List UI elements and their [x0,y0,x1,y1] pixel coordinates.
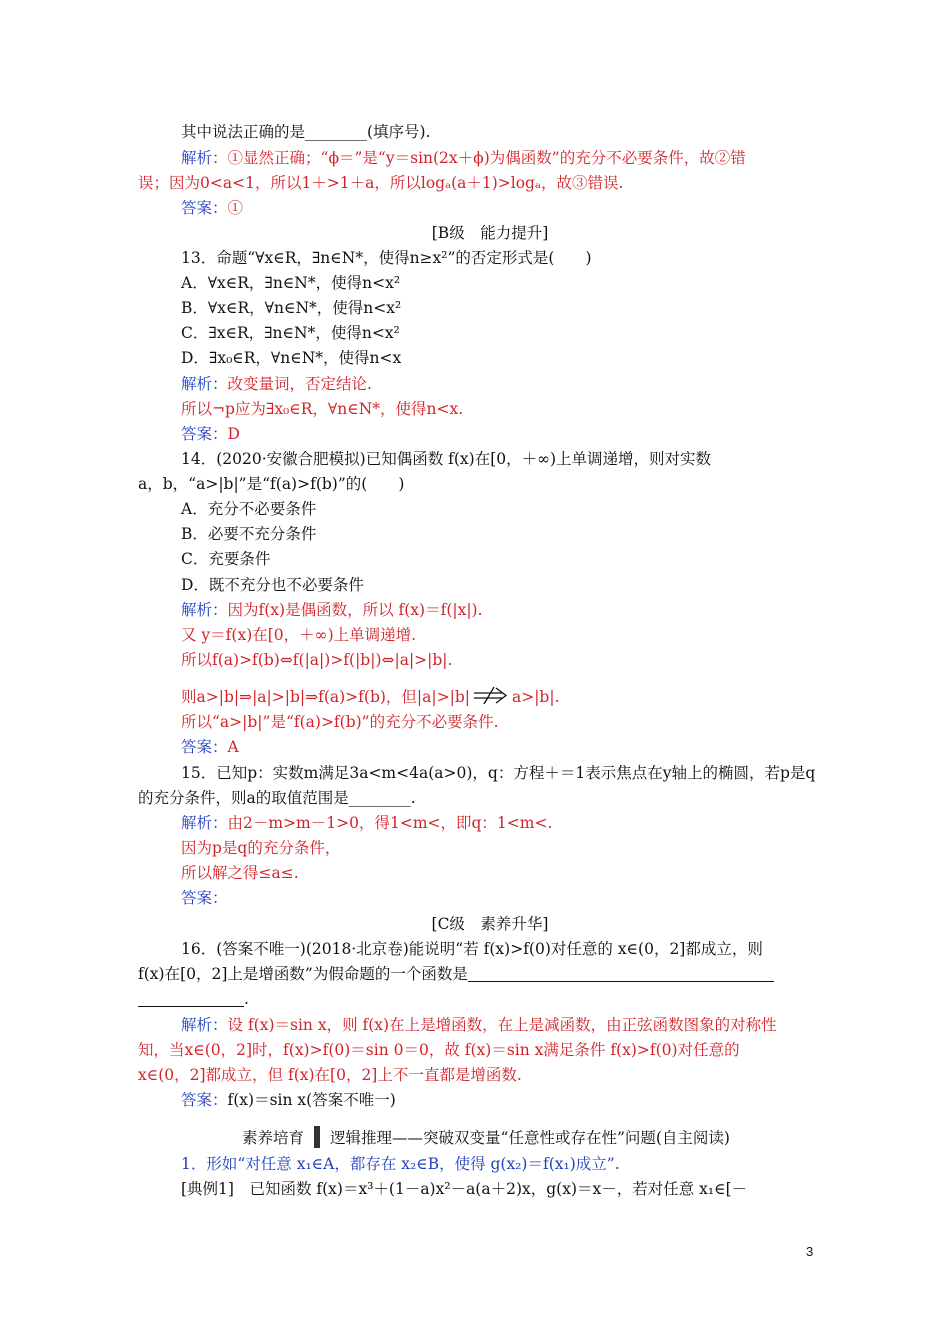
question-text: . [244,990,249,1008]
solution-label: 解析： [181,601,228,619]
question-15-cont: 的充分条件，则a的取值范围是________. [138,789,416,807]
answer-label: 答案： [181,199,228,217]
answer-text: f(x)＝sin x(答案不唯一) [227,1091,396,1109]
solution-text: 因为f(x)是偶函数，所以 f(x)＝f(|x|). [227,601,483,619]
answer-label: 答案： [181,1091,228,1109]
page-number: 3 [806,1244,814,1259]
answer-line [181,196,817,221]
solution-text: 改变量词，否定结论. [227,375,372,393]
option-a: A．∀x∈R，∃n∈N*，使得n<x² [181,274,401,292]
option-c: C．充要条件 [181,550,271,568]
solution-line [181,811,817,836]
solution-line [181,598,817,623]
solution-text: a>|b|. [511,688,560,706]
answer-label: 答案： [181,738,228,756]
solution-line: 知，当x∈(0，2]时，f(x)>f(0)＝sin 0＝0，故 f(x)＝sin x满足条件 f(x)>f(0)对任意的 [138,1041,740,1059]
answer-blank [468,965,774,982]
option-c: C．∃x∈R，∃n∈N*，使得n<x² [181,324,400,342]
solution-line [181,685,817,710]
question-16-cont [138,962,818,987]
solution-line [181,372,817,397]
solution-label: 解析： [181,149,228,167]
text-line: 其中说法正确的是________(填序号). [181,123,431,141]
section-heading-b: [B级 能力提升] [431,224,549,242]
question-13: 13．命题“∀x∈R，∃n∈N*，使得n≥x²”的否定形式是( ) [181,249,592,267]
heading-divider-bar [314,1126,320,1148]
literacy-heading-right: 逻辑推理——突破双变量“任意性或存在性”问题(自主阅读) [330,1129,730,1147]
solution-line: 所以“a>|b|”是“f(a)>f(b)”的充分不必要条件. [181,713,499,731]
solution-line: 所以f(a)>f(b)⇔f(|a|)>f(|b|)⇔|a|>|b|. [181,651,453,669]
answer-label: 答案： [181,425,228,443]
answer-line [181,1088,817,1113]
question-14-cont: a，b，“a>|b|”是“f(a)>f(b)”的( ) [138,475,405,493]
question-16-cont [138,987,818,1012]
solution-line: 误；因为0<a<1，所以1＋>1＋a，所以logₐ(a＋1)>logₐ，故③错误. [138,174,624,192]
answer-text: A [227,738,239,756]
not-implies-arrow-icon [474,686,508,704]
option-d: D．既不充分也不必要条件 [181,576,364,594]
solution-line: 所以解之得≤a≤. [181,864,299,882]
solution-line: 又 y＝f(x)在[0，＋∞)上单调递增. [181,626,417,644]
answer-line [181,422,817,447]
option-b: B．∀x∈R，∀n∈N*，使得n<x² [181,299,402,317]
question-text: f(x)在[0，2]上是增函数”为假命题的一个函数是 [138,965,468,983]
question-15: 15．已知p：实数m满足3a<m<4a(a>0)，q：方程＋＝1表示焦点在y轴上的椭圆，若p是q [181,764,816,782]
solution-text: 则a>|b|⇒|a|>|b|⇒f(a)>f(b)，但|a|>|b| [181,688,470,706]
literacy-heading-left: 素养培育 [242,1129,305,1147]
literacy-heading [242,1126,822,1151]
solution-line: 所以¬p应为∃x₀∈R，∀n∈N*，使得n<x. [181,400,464,418]
solution-line [181,146,817,171]
literacy-point-1: 1．形如“对任意 x₁∈A，都存在 x₂∈B，使得 g(x₂)＝f(x₁)成立”. [181,1155,620,1173]
solution-text: 由2－m>m－1>0，得1<m<，即q：1<m<. [227,814,553,832]
answer-label: 答案： [181,889,228,907]
solution-line: 因为p是q的充分条件， [181,839,341,857]
option-b: B．必要不充分条件 [181,525,317,543]
solution-line [181,1013,817,1038]
option-a: A．充分不必要条件 [181,500,317,518]
solution-text: ①显然正确；“ϕ＝”是“y＝sin(2x＋ϕ)为偶函数”的充分不必要条件，故②错 [227,149,746,167]
answer-text: D [227,425,240,443]
solution-line: x∈(0，2]都成立，但 f(x)在[0，2]上不一直都是增函数. [138,1066,522,1084]
example-1: [典例1] 已知函数 f(x)＝x³＋(1－a)x²－a(a＋2)x，g(x)＝x－，若对任意 x₁∈[－ [181,1180,748,1198]
solution-label: 解析： [181,375,228,393]
solution-label: 解析： [181,814,228,832]
solution-label: 解析： [181,1016,228,1034]
answer-text: ① [227,199,244,217]
answer-line [181,735,817,760]
answer-blank [138,990,244,1007]
question-14: 14．(2020·安徽合肥模拟)已知偶函数 f(x)在[0，＋∞)上单调递增，则对实数 [181,450,712,468]
section-heading-c: [C级 素养升华] [431,915,549,933]
option-d: D．∃x₀∈R，∀n∈N*，使得n<x [181,349,402,367]
question-16: 16．(答案不唯一)(2018·北京卷)能说明“若 f(x)>f(0)对任意的 x∈(0，2]都成立，则 [181,940,763,958]
solution-text: 设 f(x)＝sin x，则 f(x)在上是增函数，在上是减函数，由正弦函数图象的对称性 [227,1016,777,1034]
